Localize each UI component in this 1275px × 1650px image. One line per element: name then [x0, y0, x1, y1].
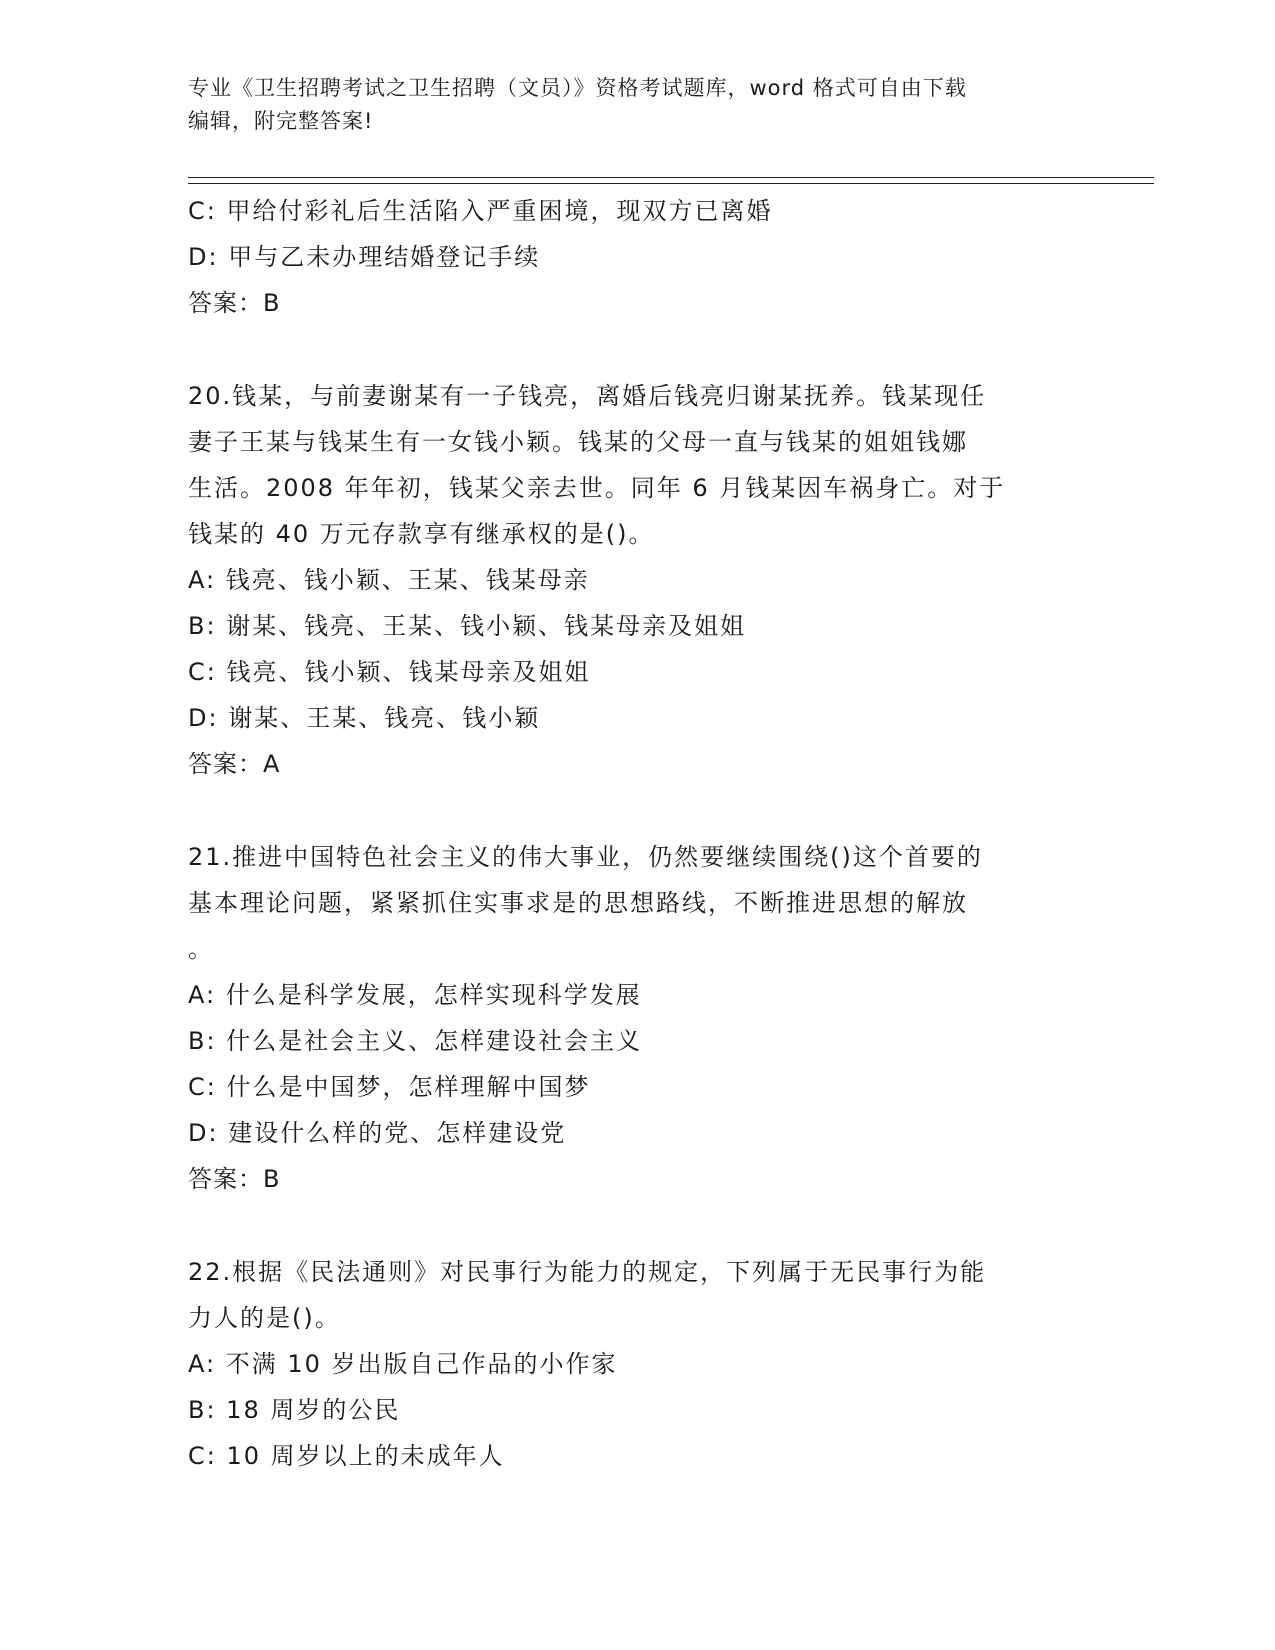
question-text-line: 。: [188, 935, 214, 963]
option-a: A: 不满 10 岁出版自己作品的小作家: [188, 1350, 618, 1378]
option-c: C: 10 周岁以上的未成年人: [188, 1442, 505, 1470]
question-21: [188, 834, 1088, 1202]
question-text-line: 妻子王某与钱某生有一女钱小颖。钱某的父母一直与钱某的姐姐钱娜: [188, 428, 968, 456]
question-19-tail: [188, 188, 1088, 326]
page-header: [188, 72, 1068, 138]
option-c: C: 什么是中国梦，怎样理解中国梦: [188, 1073, 591, 1101]
question-text-line: 22.根据《民法通则》对民事行为能力的规定，下列属于无民事行为能: [188, 1258, 987, 1286]
option-c: C: 甲给付彩礼后生活陷入严重困境，现双方已离婚: [188, 197, 773, 225]
question-text-line: 基本理论问题，紧紧抓住实事求是的思想路线，不断推进思想的解放: [188, 889, 968, 917]
question-20: [188, 373, 1088, 787]
spacer: [188, 326, 1088, 373]
spacer: [188, 787, 1088, 834]
option-a: A: 钱亮、钱小颖、王某、钱某母亲: [188, 566, 590, 594]
option-b: B: 什么是社会主义、怎样建设社会主义: [188, 1027, 643, 1055]
spacer: [188, 1202, 1088, 1249]
question-content: [188, 188, 1088, 1479]
option-c: C: 钱亮、钱小颖、钱某母亲及姐姐: [188, 658, 591, 686]
header-line-2: 编辑，附完整答案!: [188, 109, 374, 133]
question-text-line: 钱某的 40 万元存款享有继承权的是()。: [188, 520, 655, 548]
question-text-line: 力人的是()。: [188, 1304, 341, 1332]
answer: 答案：B: [188, 1165, 281, 1193]
question-22: [188, 1249, 1088, 1479]
header-rule-bottom: [188, 183, 1154, 184]
option-b: B: 18 周岁的公民: [188, 1396, 401, 1424]
option-d: D: 谢某、王某、钱亮、钱小颖: [188, 704, 541, 732]
question-text-line: 生活。2008 年年初，钱某父亲去世。同年 6 月钱某因车祸身亡。对于: [188, 474, 1006, 502]
question-text-line: 21.推进中国特色社会主义的伟大事业，仍然要继续围绕()这个首要的: [188, 843, 983, 871]
option-d: D: 甲与乙未办理结婚登记手续: [188, 243, 541, 271]
header-line-1: 专业《卫生招聘考试之卫生招聘（文员）》资格考试题库，word 格式可自由下载: [188, 76, 967, 100]
option-b: B: 谢某、钱亮、王某、钱小颖、钱某母亲及姐姐: [188, 612, 747, 640]
answer: 答案：B: [188, 289, 281, 317]
question-text-line: 20.钱某，与前妻谢某有一子钱亮，离婚后钱亮归谢某抚养。钱某现任: [188, 382, 987, 410]
answer: 答案：A: [188, 750, 281, 778]
option-a: A: 什么是科学发展，怎样实现科学发展: [188, 981, 642, 1009]
header-rule-top: [188, 177, 1154, 178]
option-d: D: 建设什么样的党、怎样建设党: [188, 1119, 567, 1147]
